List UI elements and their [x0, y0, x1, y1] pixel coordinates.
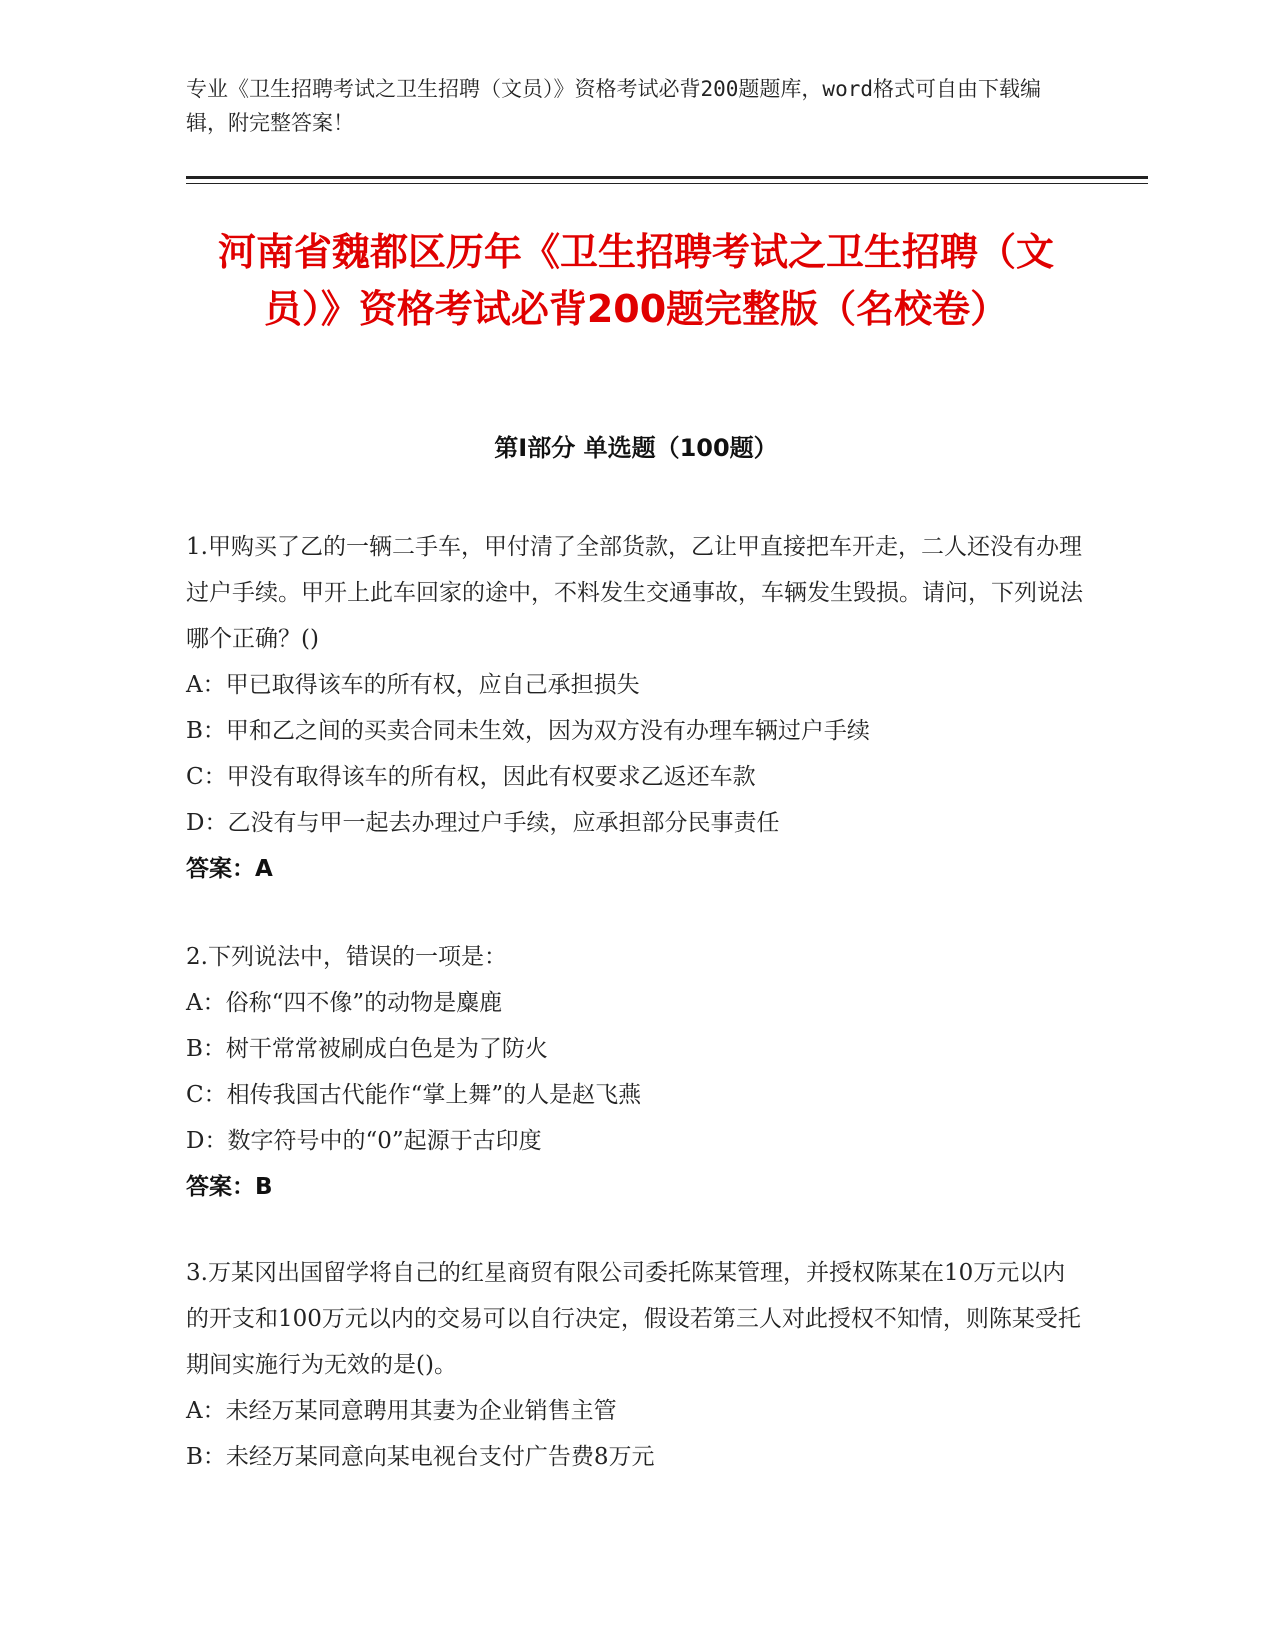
option-a: A：未经万某同意聘用其妻为企业销售主管 [186, 1398, 617, 1424]
option-b: B：树干常常被刷成白色是为了防火 [186, 1036, 548, 1062]
question-2 [186, 934, 1086, 1210]
question-stem: 2.下列说法中，错误的一项是： [186, 944, 507, 970]
option-d: D：数字符号中的“0”起源于古印度 [186, 1128, 542, 1154]
answer: 答案：A [186, 856, 273, 882]
option-a: A：俗称“四不像”的动物是麋鹿 [186, 990, 503, 1016]
question-stem: 1.甲购买了乙的一辆二手车，甲付清了全部货款，乙让甲直接把车开走，二人还没有办理过户手续。甲开上此车回家的途中，不料发生交通事故，车辆发生毁损。请问，下列说法哪个正确？() [186, 534, 1083, 652]
header-rule-thick [186, 176, 1148, 179]
header-note: 专业《卫生招聘考试之卫生招聘（文员）》资格考试必背200题题库，word格式可自由下载编辑，附完整答案！ [186, 77, 1041, 135]
option-b: B：甲和乙之间的买卖合同未生效，因为双方没有办理车辆过户手续 [186, 718, 870, 744]
document-title: 河南省魏都区历年《卫生招聘考试之卫生招聘（文员）》资格考试必背200题完整版（名校卷） [217, 230, 1054, 331]
question-stem: 3.万某冈出国留学将自己的红星商贸有限公司委托陈某管理，并授权陈某在10万元以内的开支和100万元以内的交易可以自行决定，假设若第三人对此授权不知情，则陈某受托期间实施行为无效的是()。 [186, 1260, 1081, 1378]
question-3 [186, 1250, 1086, 1480]
option-b: B：未经万某同意向某电视台支付广告费8万元 [186, 1444, 655, 1470]
option-c: C：相传我国古代能作“掌上舞”的人是赵飞燕 [186, 1082, 642, 1108]
header-rule-thin [186, 183, 1148, 184]
option-a: A：甲已取得该车的所有权，应自己承担损失 [186, 672, 640, 698]
section-heading: 第Ⅰ部分 单选题（100题） [494, 434, 778, 462]
answer: 答案：B [186, 1174, 273, 1200]
question-1 [186, 524, 1086, 892]
option-c: C：甲没有取得该车的所有权，因此有权要求乙返还车款 [186, 764, 756, 790]
option-d: D：乙没有与甲一起去办理过户手续，应承担部分民事责任 [186, 810, 780, 836]
